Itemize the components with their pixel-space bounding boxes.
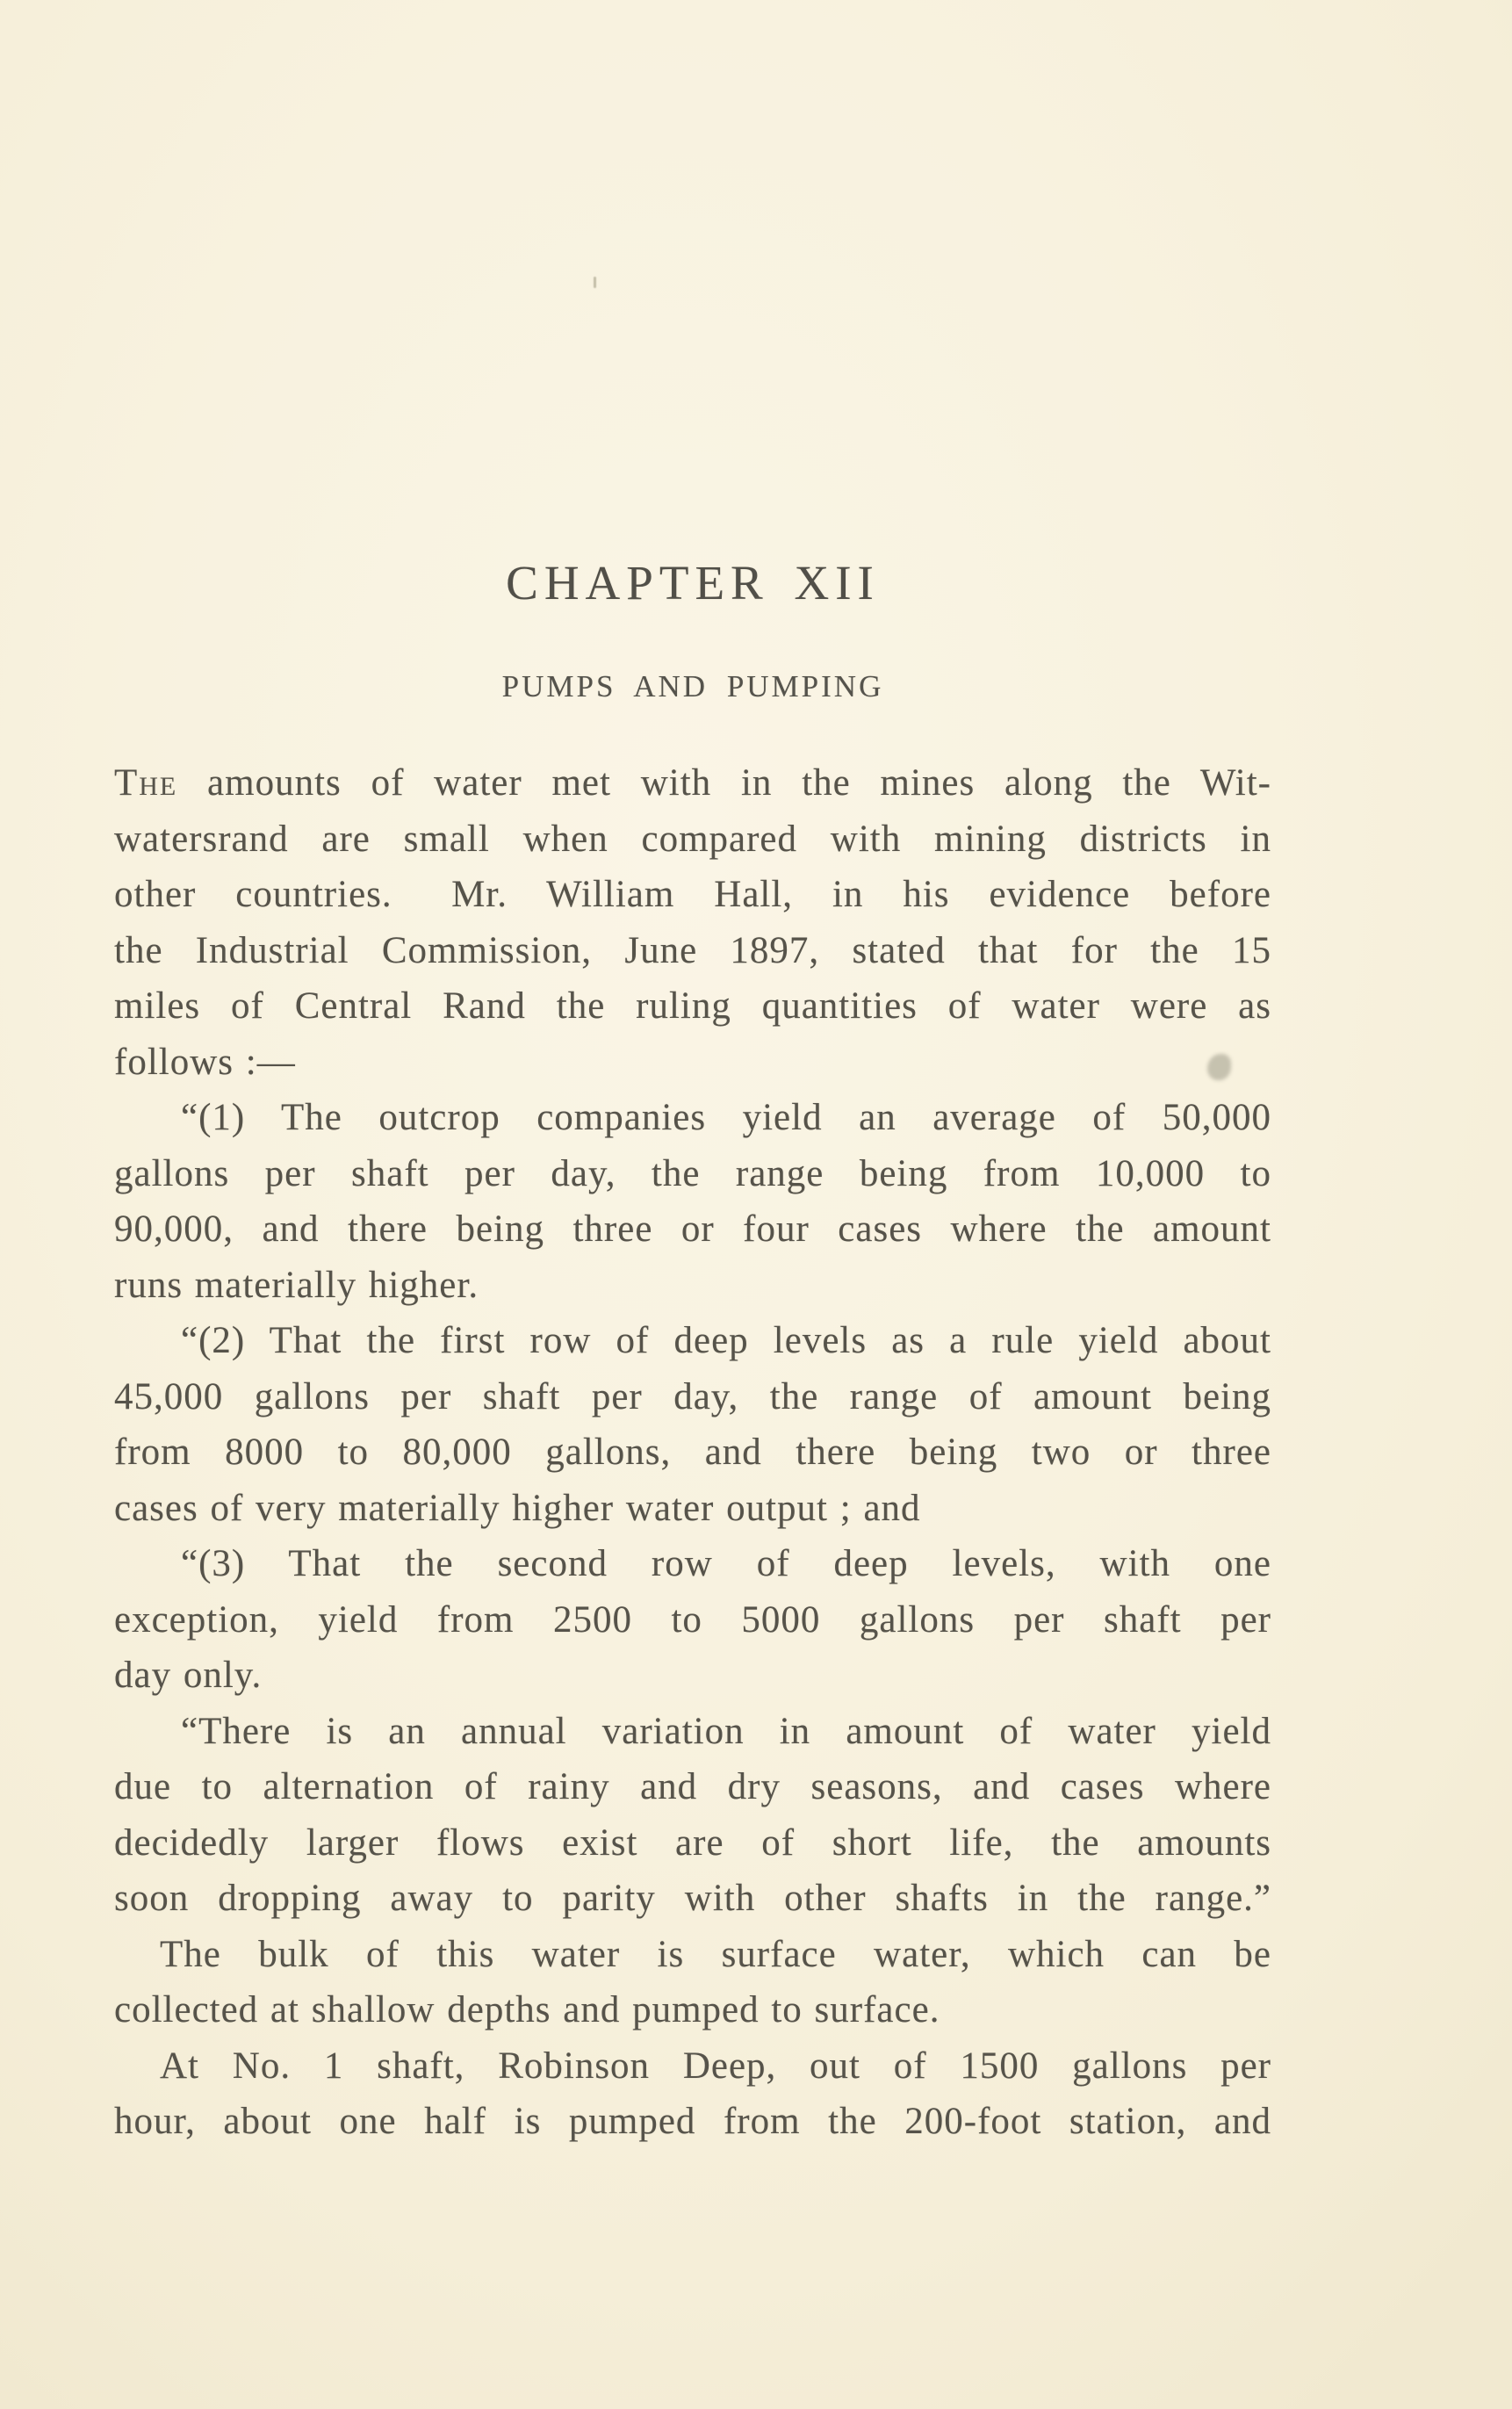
text-line: The bulk of this water is surface water, which can be [160, 1933, 1271, 1975]
text-line: watersrand are small when compared with mining districts in [114, 818, 1271, 860]
text-line: miles of Central Rand the ruling quantities of water were as [114, 985, 1271, 1027]
text-line: “(3) That the second row of deep levels, with one [181, 1543, 1271, 1584]
text-line: day only. [114, 1655, 263, 1696]
text-line: soon dropping away to parity with other shafts in the range.” [114, 1878, 1271, 1919]
text-line: due to alternation of rainy and dry seasons, and cases where [114, 1766, 1271, 1807]
text-line: runs materially higher. [114, 1264, 479, 1306]
text-block [114, 755, 1271, 2150]
text-line: 45,000 gallons per shaft per day, the range of amount being [114, 1375, 1271, 1417]
text-line: cases of very materially higher water output ; and [114, 1487, 921, 1529]
text-line: from 8000 to 80,000 gallons, and there being two or three [114, 1432, 1271, 1473]
text-line: At No. 1 shaft, Robinson Deep, out of 1500 gallons per [160, 2045, 1271, 2087]
text-line: “(2) That the first row of deep levels as a rule yield about [181, 1320, 1271, 1361]
text-line: 90,000, and there being three or four cases where the amount [114, 1208, 1271, 1250]
paper-speck [594, 277, 596, 288]
text-line: The amounts of water met with in the mines along the Wit- [114, 762, 1271, 804]
chapter-subtitle: PUMPS AND PUMPING [501, 669, 884, 703]
text-line: hour, about one half is pumped from the 200-foot station, and [114, 2101, 1271, 2142]
text-line: “There is an annual variation in amount of water yield [181, 1710, 1271, 1752]
ink-smudge [1207, 1054, 1231, 1080]
text-line: gallons per shaft per day, the range being from 10,000 to [114, 1152, 1271, 1194]
chapter-title: CHAPTER XII [506, 556, 880, 609]
text-line: follows :— [114, 1041, 296, 1083]
text-line: decidedly larger flows exist are of short life, the amounts [114, 1821, 1271, 1864]
text-line: collected at shallow depths and pumped to surface. [114, 1989, 940, 2030]
text-line: the Industrial Commission, June 1897, stated that for the 15 [114, 929, 1271, 971]
text-line: other countries. Mr. William Hall, in his evidence before [114, 874, 1271, 915]
lead-word: The [114, 762, 178, 804]
text-line: exception, yield from 2500 to 5000 gallons per shaft per [114, 1598, 1271, 1641]
text-line: “(1) The outcrop companies yield an average of 50,000 [181, 1097, 1271, 1138]
